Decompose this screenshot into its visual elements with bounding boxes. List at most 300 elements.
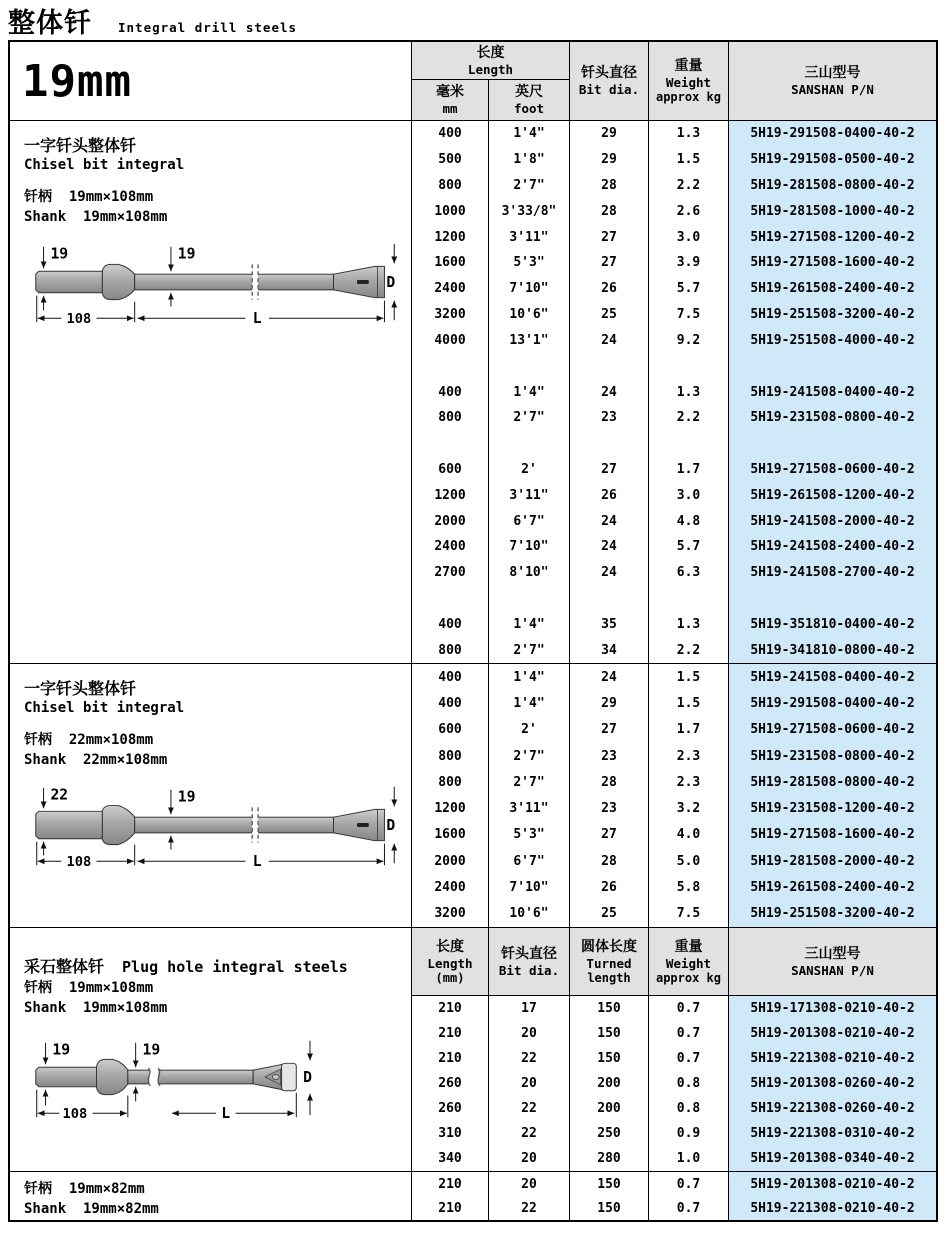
cell-weight: 9.2 (649, 328, 729, 354)
plug-hole-rows (412, 996, 936, 1171)
cell-length-mm: 500 (412, 147, 489, 173)
cell-part-number: 5H19-271508-1600-40-2 (729, 250, 936, 276)
cell-part-number: 5H19-251508-3200-40-2 (729, 901, 936, 927)
section-description (10, 1172, 412, 1220)
cell-weight: 2.2 (649, 637, 729, 663)
dim-shank-length: 108 (62, 1106, 88, 1123)
cell-part-number: 5H19-261508-2400-40-2 (729, 874, 936, 900)
cell-length-foot: 1'4" (489, 121, 570, 147)
cell-length-foot: 1'4" (489, 690, 570, 716)
section-description (10, 121, 412, 663)
table-row (412, 664, 936, 690)
shank-spec-zh: 钎柄 19mm×108mm (24, 189, 154, 205)
cell-length-mm: 2700 (412, 560, 489, 586)
shank-spec-zh: 钎柄 19mm×108mm (24, 980, 154, 996)
table-row (412, 1071, 936, 1096)
cell-length-mm: 310 (412, 1121, 489, 1146)
table-row (412, 717, 936, 743)
cell-part-number: 5H19-221308-0210-40-2 (729, 1196, 936, 1220)
cell-part-number: 5H19-241508-2400-40-2 (729, 534, 936, 560)
table-row (412, 769, 936, 795)
page-title-en: Integral drill steels (118, 20, 298, 35)
cell-weight: 5.0 (649, 848, 729, 874)
table-row (412, 1146, 936, 1171)
page-title-zh: 整体钎 (8, 8, 92, 39)
cell-weight: 1.3 (649, 611, 729, 637)
cell-length-mm (412, 586, 489, 612)
cell-bit-dia: 150 (570, 996, 649, 1021)
cell-weight: 2.6 (649, 198, 729, 224)
cell-weight: 4.0 (649, 822, 729, 848)
header-length: 长度 Length (mm) (412, 928, 489, 995)
cell-bit-dia: 23 (570, 743, 649, 769)
section-shank-82 (10, 1171, 936, 1220)
cell-length-foot: 20 (489, 1071, 570, 1096)
header-part-number: 三山型号 SANSHAN P/N (729, 42, 936, 120)
cell-length-mm: 210 (412, 1196, 489, 1220)
table-row (412, 1096, 936, 1121)
cell-bit-dia: 28 (570, 173, 649, 199)
plug-hole-header-row (412, 928, 936, 996)
cell-length-mm: 2400 (412, 276, 489, 302)
cell-weight: 1.3 (649, 121, 729, 147)
table-row (412, 1021, 936, 1046)
cell-bit-dia: 24 (570, 560, 649, 586)
cell-weight: 3.2 (649, 795, 729, 821)
table-row (412, 431, 936, 457)
table-row (412, 198, 936, 224)
drill-steel-diagram (24, 778, 406, 874)
cell-length-foot: 22 (489, 1046, 570, 1071)
product-title (24, 956, 411, 978)
cell-bit-dia: 29 (570, 147, 649, 173)
table-row (412, 874, 936, 900)
cell-weight: 2.3 (649, 743, 729, 769)
shank-spec-zh: 钎柄 22mm×108mm (24, 732, 154, 748)
cell-weight: 2.3 (649, 769, 729, 795)
page-title (8, 1, 297, 40)
header-bit-dia: 钎头直径 Bit dia. (489, 928, 570, 995)
cell-bit-dia: 200 (570, 1096, 649, 1121)
table-row (412, 173, 936, 199)
cell-length-mm: 400 (412, 611, 489, 637)
cell-weight: 0.7 (649, 1021, 729, 1046)
dim-bit-dia: D (303, 1068, 312, 1086)
header-part-number: 三山型号 SANSHAN P/N (729, 928, 936, 995)
table-row (412, 121, 936, 147)
cell-weight: 7.5 (649, 901, 729, 927)
cell-part-number: 5H19-201308-0340-40-2 (729, 1146, 936, 1171)
cell-part-number (729, 353, 936, 379)
cell-part-number (729, 586, 936, 612)
cell-length-foot: 2'7" (489, 637, 570, 663)
cell-part-number: 5H19-241508-0400-40-2 (729, 379, 936, 405)
cell-length-mm: 4000 (412, 328, 489, 354)
cell-length-foot (489, 431, 570, 457)
dim-shank-dia: 19 (50, 245, 69, 263)
cell-length-foot: 6'7" (489, 508, 570, 534)
cell-length-foot: 7'10" (489, 534, 570, 560)
cell-length-mm: 2000 (412, 848, 489, 874)
table-row (412, 795, 936, 821)
table-row (412, 457, 936, 483)
cell-weight: 1.5 (649, 690, 729, 716)
cell-length-foot: 6'7" (489, 848, 570, 874)
size-label: 19mm (22, 55, 132, 107)
table-row (412, 508, 936, 534)
cell-length-foot: 22 (489, 1096, 570, 1121)
cell-length-foot: 20 (489, 1146, 570, 1171)
table-row (412, 379, 936, 405)
cell-length-mm: 1600 (412, 250, 489, 276)
cell-weight: 0.8 (649, 1096, 729, 1121)
cell-length-mm: 2400 (412, 534, 489, 560)
cell-length-foot: 3'11" (489, 482, 570, 508)
cell-length-foot: 20 (489, 1172, 570, 1196)
cell-bit-dia: 25 (570, 901, 649, 927)
cell-weight: 3.0 (649, 482, 729, 508)
cell-length-foot: 5'3" (489, 822, 570, 848)
cell-part-number (729, 431, 936, 457)
section-plug-hole (10, 927, 936, 1171)
drill-steel-diagram (24, 235, 406, 331)
cell-length-mm: 260 (412, 1096, 489, 1121)
cell-part-number: 5H19-271508-1200-40-2 (729, 224, 936, 250)
table-row (412, 743, 936, 769)
section-rows (412, 1172, 936, 1220)
dim-shank-dia: 22 (50, 786, 69, 804)
cell-weight: 1.5 (649, 147, 729, 173)
dim-rod-dia: 19 (177, 245, 196, 263)
cell-length-mm: 1000 (412, 198, 489, 224)
cell-bit-dia: 24 (570, 534, 649, 560)
cell-weight: 1.3 (649, 379, 729, 405)
cell-length-foot: 3'11" (489, 224, 570, 250)
cell-bit-dia (570, 353, 649, 379)
cell-part-number: 5H19-271508-1600-40-2 (729, 822, 936, 848)
cell-weight: 7.5 (649, 302, 729, 328)
cell-weight: 3.0 (649, 224, 729, 250)
cell-length-foot: 17 (489, 996, 570, 1021)
cell-part-number: 5H19-221308-0210-40-2 (729, 1046, 936, 1071)
table-row (412, 534, 936, 560)
dim-shank-dia: 19 (52, 1041, 71, 1059)
cell-length-mm: 3200 (412, 901, 489, 927)
cell-bit-dia: 29 (570, 690, 649, 716)
table-row (412, 147, 936, 173)
cell-length-mm: 800 (412, 769, 489, 795)
cell-bit-dia: 150 (570, 1172, 649, 1196)
cell-bit-dia: 150 (570, 1046, 649, 1071)
section-chisel-22 (10, 663, 936, 927)
cell-part-number: 5H19-241508-2000-40-2 (729, 508, 936, 534)
table-row (412, 586, 936, 612)
cell-length-mm: 400 (412, 664, 489, 690)
cell-length-mm: 210 (412, 1046, 489, 1071)
table-row (412, 250, 936, 276)
cell-length-foot: 2' (489, 457, 570, 483)
cell-length-foot: 22 (489, 1121, 570, 1146)
cell-length-mm: 1200 (412, 224, 489, 250)
cell-weight (649, 431, 729, 457)
cell-part-number: 5H19-241508-2700-40-2 (729, 560, 936, 586)
cell-part-number: 5H19-281508-2000-40-2 (729, 848, 936, 874)
dim-total-length: L (252, 310, 262, 328)
table-row (412, 560, 936, 586)
cell-bit-dia: 26 (570, 482, 649, 508)
cell-part-number: 5H19-271508-0600-40-2 (729, 457, 936, 483)
shank-spec-zh: 钎柄 19mm×82mm (24, 1181, 145, 1197)
table-row (412, 822, 936, 848)
dim-shank-length: 108 (66, 854, 92, 871)
cell-length-mm: 800 (412, 405, 489, 431)
cell-part-number: 5H19-341810-0800-40-2 (729, 637, 936, 663)
cell-bit-dia: 35 (570, 611, 649, 637)
cell-length-mm: 1600 (412, 822, 489, 848)
cell-length-foot: 10'6" (489, 302, 570, 328)
cell-part-number: 5H19-171308-0210-40-2 (729, 996, 936, 1021)
cell-bit-dia: 27 (570, 224, 649, 250)
cell-length-foot: 2'7" (489, 769, 570, 795)
cell-bit-dia: 27 (570, 717, 649, 743)
cell-weight: 4.8 (649, 508, 729, 534)
cell-weight: 2.2 (649, 405, 729, 431)
table-row (412, 328, 936, 354)
header-mm: 毫米 mm (412, 80, 489, 120)
cell-part-number: 5H19-231508-0800-40-2 (729, 405, 936, 431)
drill-steel-diagram (24, 1030, 406, 1126)
cell-length-mm: 2000 (412, 508, 489, 534)
cell-weight: 0.7 (649, 996, 729, 1021)
product-title-en: Chisel bit integral (24, 700, 185, 716)
cell-part-number: 5H19-201308-0260-40-2 (729, 1071, 936, 1096)
size-label-cell (10, 42, 412, 120)
cell-bit-dia: 24 (570, 664, 649, 690)
section-description (10, 664, 412, 927)
cell-length-mm: 800 (412, 743, 489, 769)
cell-bit-dia: 28 (570, 848, 649, 874)
table-row (412, 276, 936, 302)
product-title-zh: 一字钎头整体钎 (24, 136, 137, 155)
section-rows (412, 928, 936, 1171)
dim-shank-length: 108 (66, 311, 92, 328)
cell-length-mm: 800 (412, 637, 489, 663)
cell-bit-dia: 26 (570, 874, 649, 900)
cell-bit-dia: 34 (570, 637, 649, 663)
cell-length-mm: 800 (412, 173, 489, 199)
cell-weight: 0.8 (649, 1071, 729, 1096)
shank-spec-en: Shank 19mm×108mm (24, 1000, 168, 1016)
cell-weight: 1.7 (649, 717, 729, 743)
header-length-group (412, 42, 570, 120)
cell-bit-dia: 280 (570, 1146, 649, 1171)
cell-length-mm: 1200 (412, 482, 489, 508)
cell-part-number: 5H19-291508-0500-40-2 (729, 147, 936, 173)
cell-length-mm: 1200 (412, 795, 489, 821)
table-row (412, 1121, 936, 1146)
cell-length-foot: 22 (489, 1196, 570, 1220)
dim-total-length: L (221, 1105, 231, 1123)
cell-part-number: 5H19-261508-2400-40-2 (729, 276, 936, 302)
header-foot: 英尺 foot (513, 84, 545, 116)
cell-weight: 6.3 (649, 560, 729, 586)
header-weight: 重量 Weight approx kg (649, 928, 729, 995)
cell-bit-dia: 29 (570, 121, 649, 147)
cell-length-foot: 7'10" (489, 874, 570, 900)
section-rows (412, 121, 936, 663)
table-row (412, 848, 936, 874)
cell-weight: 1.7 (649, 457, 729, 483)
cell-bit-dia: 28 (570, 769, 649, 795)
cell-bit-dia: 24 (570, 379, 649, 405)
cell-length-foot: 2' (489, 717, 570, 743)
product-title-zh: 一字钎头整体钎 (24, 679, 137, 698)
table-header-row (10, 42, 936, 120)
cell-part-number: 5H19-221308-0260-40-2 (729, 1096, 936, 1121)
cell-part-number: 5H19-261508-1200-40-2 (729, 482, 936, 508)
cell-part-number: 5H19-351810-0400-40-2 (729, 611, 936, 637)
cell-bit-dia: 23 (570, 405, 649, 431)
cell-length-foot: 10'6" (489, 901, 570, 927)
cell-bit-dia: 150 (570, 1196, 649, 1220)
cell-weight: 0.9 (649, 1121, 729, 1146)
cell-part-number: 5H19-281508-0800-40-2 (729, 769, 936, 795)
cell-bit-dia: 27 (570, 457, 649, 483)
cell-part-number: 5H19-291508-0400-40-2 (729, 690, 936, 716)
cell-length-foot: 2'7" (489, 405, 570, 431)
cell-part-number: 5H19-201308-0210-40-2 (729, 1172, 936, 1196)
cell-length-mm: 600 (412, 717, 489, 743)
cell-bit-dia: 27 (570, 250, 649, 276)
cell-part-number: 5H19-291508-0400-40-2 (729, 121, 936, 147)
table-row (412, 690, 936, 716)
header-length: 长度 Length (412, 42, 569, 80)
cell-length-mm: 210 (412, 996, 489, 1021)
table-row (412, 611, 936, 637)
table-row (412, 1172, 936, 1196)
product-title-en: Plug hole integral steels (122, 958, 348, 976)
cell-bit-dia: 24 (570, 328, 649, 354)
cell-bit-dia (570, 431, 649, 457)
cell-length-foot (489, 586, 570, 612)
cell-length-foot: 3'11" (489, 795, 570, 821)
section-description (10, 928, 412, 1171)
cell-part-number: 5H19-231508-1200-40-2 (729, 795, 936, 821)
cell-weight: 2.2 (649, 173, 729, 199)
product-title-zh: 采石整体钎 (24, 957, 105, 976)
cell-weight: 1.5 (649, 664, 729, 690)
cell-bit-dia: 250 (570, 1121, 649, 1146)
cell-part-number: 5H19-271508-0600-40-2 (729, 717, 936, 743)
cell-bit-dia: 200 (570, 1071, 649, 1096)
cell-weight (649, 586, 729, 612)
table-row (412, 637, 936, 663)
cell-length-foot: 1'4" (489, 379, 570, 405)
cell-length-foot: 13'1" (489, 328, 570, 354)
cell-length-foot: 1'4" (489, 664, 570, 690)
cell-length-mm: 210 (412, 1021, 489, 1046)
cell-length-foot: 3'33/8" (489, 198, 570, 224)
cell-part-number: 5H19-231508-0800-40-2 (729, 743, 936, 769)
cell-part-number: 5H19-251508-4000-40-2 (729, 328, 936, 354)
dim-bit-dia: D (386, 816, 396, 834)
cell-weight (649, 353, 729, 379)
cell-bit-dia: 26 (570, 276, 649, 302)
cell-part-number: 5H19-241508-0400-40-2 (729, 664, 936, 690)
table-row (412, 901, 936, 927)
cell-weight: 5.7 (649, 276, 729, 302)
cell-weight: 0.7 (649, 1196, 729, 1220)
cell-length-foot: 2'7" (489, 743, 570, 769)
header-weight: 重量 Weight approx kg (649, 42, 729, 120)
cell-bit-dia: 25 (570, 302, 649, 328)
cell-length-mm: 2400 (412, 874, 489, 900)
cell-bit-dia: 150 (570, 1021, 649, 1046)
cell-length-foot: 1'4" (489, 611, 570, 637)
cell-weight: 5.7 (649, 534, 729, 560)
cell-bit-dia: 23 (570, 795, 649, 821)
table-row (412, 405, 936, 431)
cell-length-mm: 260 (412, 1071, 489, 1096)
table-row (412, 1196, 936, 1220)
cell-part-number: 5H19-281508-0800-40-2 (729, 173, 936, 199)
header-bit-dia: 钎头直径 Bit dia. (570, 42, 649, 120)
cell-length-foot: 20 (489, 1021, 570, 1046)
table-row (412, 996, 936, 1021)
shank-spec-en: Shank 19mm×108mm (24, 209, 168, 225)
cell-part-number: 5H19-221308-0310-40-2 (729, 1121, 936, 1146)
cell-bit-dia (570, 586, 649, 612)
cell-length-mm (412, 353, 489, 379)
cell-length-mm: 400 (412, 690, 489, 716)
table-row (412, 224, 936, 250)
cell-length-mm: 400 (412, 379, 489, 405)
cell-weight: 5.8 (649, 874, 729, 900)
dim-rod-dia: 19 (177, 788, 196, 806)
cell-length-mm: 210 (412, 1172, 489, 1196)
cell-bit-dia: 27 (570, 822, 649, 848)
spec-table (8, 40, 938, 1222)
table-row (412, 1046, 936, 1071)
cell-length-mm: 340 (412, 1146, 489, 1171)
table-row (412, 353, 936, 379)
cell-weight: 1.0 (649, 1146, 729, 1171)
cell-length-foot: 1'8" (489, 147, 570, 173)
cell-bit-dia: 28 (570, 198, 649, 224)
cell-bit-dia: 24 (570, 508, 649, 534)
cell-weight: 0.7 (649, 1046, 729, 1071)
cell-length-foot: 2'7" (489, 173, 570, 199)
cell-length-foot: 7'10" (489, 276, 570, 302)
table-row (412, 482, 936, 508)
cell-length-foot: 5'3" (489, 250, 570, 276)
cell-weight: 0.7 (649, 1172, 729, 1196)
shank-spec-en: Shank 22mm×108mm (24, 752, 168, 768)
cell-length-mm: 600 (412, 457, 489, 483)
cell-length-foot (489, 353, 570, 379)
shank-spec-en: Shank 19mm×82mm (24, 1201, 159, 1217)
section-chisel-19 (10, 120, 936, 663)
header-turned-length: 圆体长度 Turned length (570, 928, 649, 995)
cell-length-foot: 8'10" (489, 560, 570, 586)
cell-length-mm: 3200 (412, 302, 489, 328)
cell-length-mm: 400 (412, 121, 489, 147)
section-rows (412, 664, 936, 927)
cell-weight: 3.9 (649, 250, 729, 276)
dim-bit-dia: D (386, 273, 396, 291)
dim-total-length: L (252, 853, 262, 871)
table-row (412, 302, 936, 328)
